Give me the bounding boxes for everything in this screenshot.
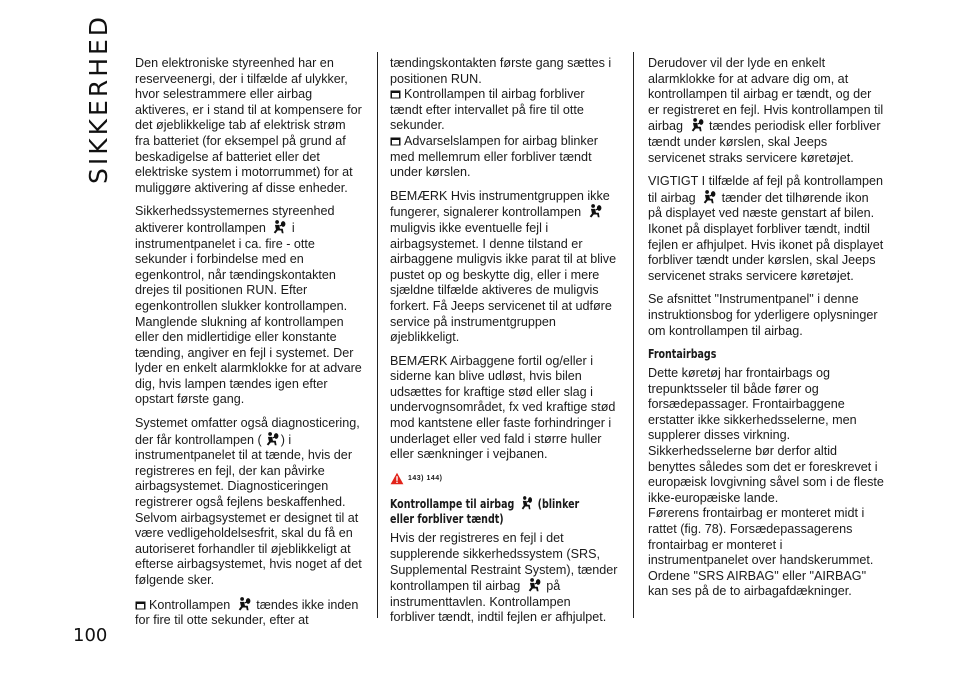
note-paragraph: BEMÆRK Airbaggene fortil og/eller i siderne kan blive udløst, hvis bilen udsættes for kraftige stød eller slag i undervognsområdet, fx ved kraftige stød mod kantstene eller faste forhindringer i underlaget eller ved fald i større huller eller sænkninger i vejbanen.: [390, 353, 616, 462]
bullet-item: [135, 597, 363, 629]
bullet-item: [390, 87, 618, 134]
square-bullet-icon: [390, 90, 401, 99]
square-bullet-icon: [390, 137, 401, 146]
text-run: Sikkerhedssystemernes styreenhed aktiverer kontrollampen: [135, 204, 335, 235]
airbag-warning-icon: [264, 432, 279, 446]
text-run: Hvis der registreres en fejl i det supplerende sikkerhedssystem (SRS, Supplemental Restraint System), tænder kontrollampen til airbag: [390, 531, 618, 594]
section-heading: [390, 496, 591, 527]
text-run: Derudover vil der lyde en enkelt alarmklokke for at advare dig om, at kontrollampen til airbag er tændt, og der er registreret en fejl. Hvis kontrollampen til airbag: [648, 56, 884, 134]
page-number: 100: [73, 625, 108, 646]
text-run: tændes periodisk eller forbliver tændt under kørslen, skal Jeeps servicenet straks servicere køretøjet.: [648, 119, 881, 165]
airbag-warning-icon: [587, 204, 602, 218]
text-run: VIGTIGT I tilfælde af fejl på kontrollampen til airbag: [648, 174, 883, 205]
text-run: i instrumentpanelet i ca. fire - otte sekunder i forbindelse med en egenkontrol, når tændingskontakten drejes til positionen RUN. Efter egenkontrollen slukker kontrollampen. Manglende slukning af kontrollampen eller den midlertidige eller konstante tænding, angiver en fejl i systemet. Der lyder en enkelt alarmklokke for at advare dig, hvis lampen tændes igen efter opstart første gang.: [135, 220, 362, 407]
warning-reference: [390, 471, 618, 487]
warning-refs: 143) 144): [408, 474, 443, 482]
text-column-2: [390, 56, 618, 634]
paragraph: Se afsnittet "Instrumentpanel" i denne instruktionsbog for yderligere oplysninger om kontrollampen til airbag.: [648, 292, 878, 338]
paragraph: [648, 174, 884, 284]
heading-text: (blinker eller forbliver tændt): [390, 497, 580, 527]
text-run: Kontrollampen til airbag forbliver tændt efter intervallet på fire til otte sekunder.: [390, 87, 585, 133]
paragraph: [135, 416, 363, 589]
bullet-item: [390, 134, 618, 181]
paragraph: Førerens frontairbag er monteret midt i rattet (fig. 78). Forsædepassagerens frontairbag er monteret i instrumentpanelet over handskerummet. Ordene "SRS AIRBAG" eller "AIRBAG" kan ses på de to airbagafdækninger.: [648, 506, 874, 599]
text-run: tændes ikke inden for fire til otte sekunder, efter at: [135, 597, 359, 628]
paragraph: tændingskontakten første gang sættes i positionen RUN.: [390, 56, 612, 86]
paragraph: [390, 531, 618, 626]
text-run: ) i instrumentpanelet til at tænde, hvis der registreres en fejl, der kan påvirke airbagsystemet. Diagnosticeringen registrerer også fejlens beskaffenhed. Selvom airbagsystemet er designet til at være vedligeholdelsesfrit, skal du få en autoriseret forhandler til øjeblikkeligt at efterse airbagsystemet, hvis noget af det følgende sker.: [135, 432, 362, 587]
airbag-warning-icon: [271, 220, 286, 234]
text-run: tænder det tilhørende ikon på displayet ved næste genstart af bilen. Ikonet på displayet forbliver tændt, indtil fejlen er afhjulpet. Hvis ikonet på displayet forbliver tændt under kørslen, skal Jeeps servicenet straks servicere køretøjet.: [648, 190, 884, 283]
text-run: på instrumenttavlen. Kontrollampen forbliver tændt, indtil fejlen er afhjulpet.: [390, 579, 607, 625]
text-column-3: [648, 56, 884, 608]
text-run: Kontrollampen: [149, 597, 231, 612]
text-run: Systemet omfatter også diagnosticering, der får kontrollampen (: [135, 416, 360, 447]
airbag-warning-icon: [519, 496, 532, 510]
paragraph: [648, 56, 884, 166]
square-bullet-icon: [135, 601, 146, 610]
section-heading: Frontairbags: [648, 347, 717, 362]
airbag-warning-icon: [526, 578, 541, 592]
paragraph: Dette køretøj har frontairbags og trepunktsseler til både fører og forsædepassager. Frontairbaggene erstatter ikke sikkerhedsselerne, men supplerer disses virkning. Sikkerhedsselerne bør derfor altid benyttes således som det er foreskrevet i europæisk lovgivning såvel som i de fleste ikke-europæiske lande.: [648, 366, 884, 505]
text-column-1: [135, 56, 363, 629]
text-run: muligvis ikke eventuelle fejl i airbagsystemet. I denne tilstand er airbaggene muligvis ikke parat til at blive pustet op og beskytte dig, eller i mere sjældne tilfælde aktiveres de muligvis forkert. Få Jeeps servicenet til at udføre service på instrumentgruppen øjeblikkeligt.: [390, 220, 617, 345]
heading-text: Kontrollampe til airbag: [390, 497, 515, 512]
airbag-warning-icon: [701, 190, 716, 204]
section-title: SIKKERHED: [84, 13, 113, 184]
text-run: BEMÆRK Hvis instrumentgruppen ikke fungerer, signalerer kontrollampen: [390, 188, 610, 220]
column-divider: [377, 52, 378, 618]
airbag-warning-icon: [689, 118, 704, 132]
column-divider: [633, 52, 634, 618]
text-run: Advarselslampen for airbag blinker med mellemrum eller forbliver tændt under kørslen.: [390, 133, 598, 180]
warning-triangle-icon: [390, 472, 404, 485]
paragraph: Den elektroniske styreenhed har en reserveenergi, der i tilfælde af ulykker, hvor selestrammere eller airbag aktiveres, er i stand til at kompensere for det øjeblikkelige tab af elektrisk strøm fra batteriet (for eksempel på grund af beskadigelse af batteriet eller det elektriske system i motorrummet) for at muliggøre aktivering af disse enheder.: [135, 56, 362, 195]
note-paragraph: [390, 189, 618, 346]
paragraph: [135, 204, 363, 408]
airbag-warning-icon: [236, 597, 251, 611]
